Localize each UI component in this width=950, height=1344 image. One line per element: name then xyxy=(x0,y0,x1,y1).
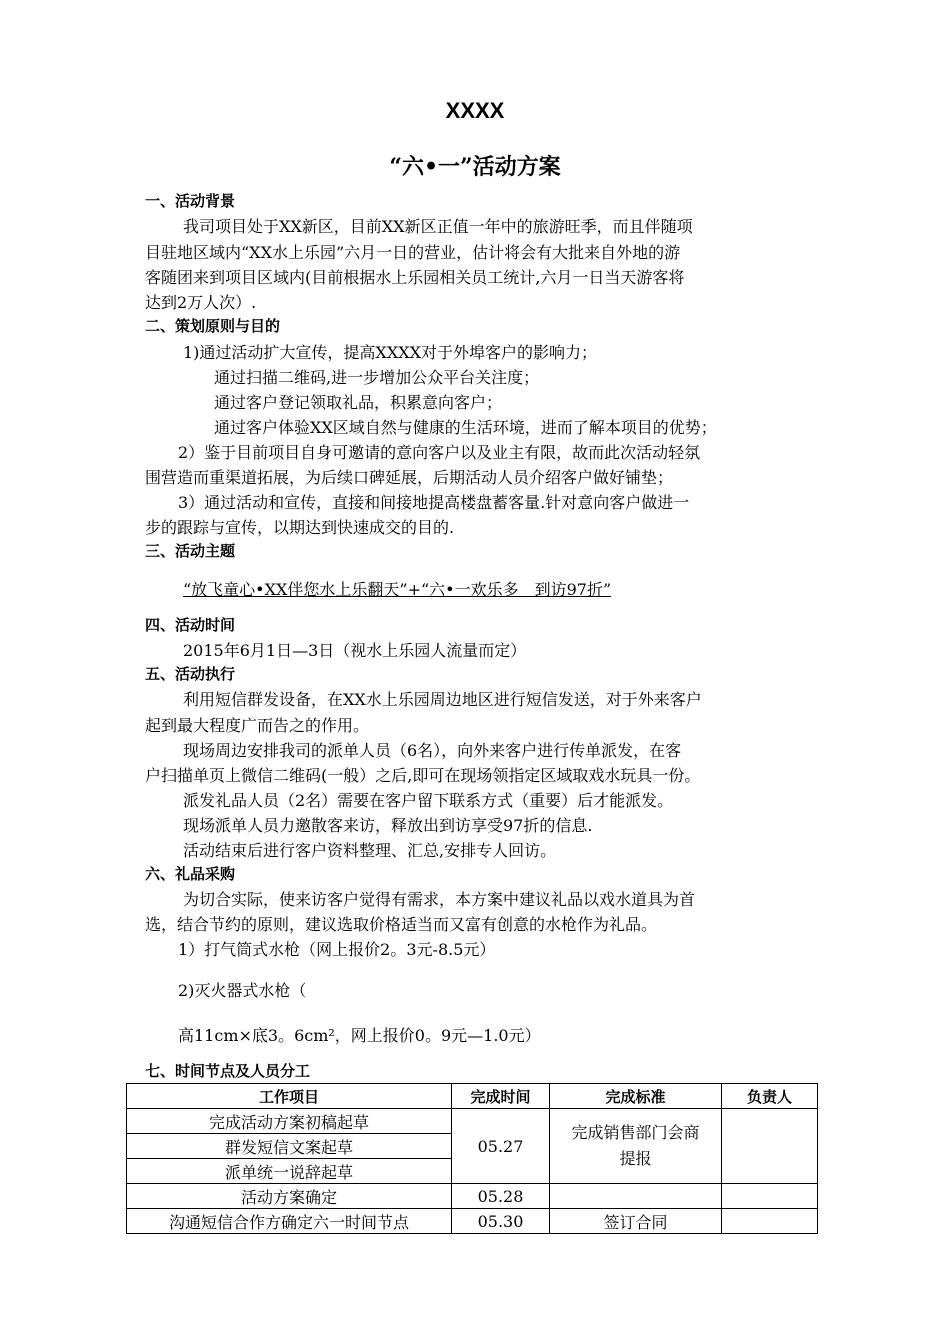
table-cell xyxy=(550,1184,722,1209)
table-cell: 群发短信文案起草 xyxy=(127,1134,452,1159)
table-cell: 签订合同 xyxy=(550,1209,722,1234)
table-cell: 活动方案确定 xyxy=(127,1184,452,1209)
column-header: 完成时间 xyxy=(452,1084,550,1109)
paragraph-line: 通过客户体验XX区域自然与健康的生活环境，进而了解本项目的优势； xyxy=(214,418,717,437)
section-heading: 七、时间节点及人员分工 xyxy=(145,1062,311,1080)
paragraph-line: 为切合实际，使来访客户觉得有需求，本方案中建议礼品以戏水道具为首 xyxy=(183,890,696,909)
table-cell xyxy=(722,1109,818,1184)
paragraph-line: 活动结束后进行客户资料整理、汇总,安排专人回访。 xyxy=(183,841,557,860)
section-heading: 四、活动时间 xyxy=(145,616,236,634)
table-cell: 完成活动方案初稿起草 xyxy=(127,1109,452,1134)
activity-theme: “放飞童心•XX伴您水上乐翻天”+“六•一欢乐多 到访97折” xyxy=(183,580,612,599)
paragraph-line: 1）打气筒式水枪（网上报价2。3元-8.5元） xyxy=(178,940,496,959)
paragraph-line: 起到最大程度广而告之的作用。 xyxy=(145,716,370,735)
paragraph-line: 步的跟踪与宣传，以期达到快速成交的目的. xyxy=(145,518,455,537)
table-cell: 05.28 xyxy=(452,1184,550,1209)
table-cell: 05.30 xyxy=(452,1209,550,1234)
doc-subtitle: “六•一”活动方案 xyxy=(389,154,561,180)
paragraph-line: 派发礼品人员（2名）需要在客户留下联系方式（重要）后才能派发。 xyxy=(183,791,674,810)
column-header: 完成标准 xyxy=(550,1084,722,1109)
table-cell: 沟通短信合作方确定六一时间节点 xyxy=(127,1209,452,1234)
paragraph-line: 通过客户登记领取礼品，积累意向客户； xyxy=(214,393,503,412)
section-heading: 二、策划原则与目的 xyxy=(145,317,281,335)
paragraph-line: 客随团来到项目区域内(目前根据水上乐园相关员工统计,六月一日当天游客将 xyxy=(145,268,685,287)
paragraph-line: 达到2万人次）. xyxy=(145,293,257,312)
table-cell xyxy=(550,1109,722,1184)
column-header: 负责人 xyxy=(722,1084,818,1109)
doc-title: XXXX xyxy=(445,98,505,123)
paragraph-line: 利用短信群发设备，在XX水上乐园周边地区进行短信发送，对于外来客户 xyxy=(183,690,702,709)
table-header-row xyxy=(127,1084,818,1109)
paragraph-line: 现场派单人员力邀散客来访，释放出到访享受97折的信息. xyxy=(183,816,593,835)
paragraph-line: 2)灭火器式水枪（ xyxy=(178,981,307,1000)
table-cell xyxy=(722,1209,818,1234)
paragraph-line: 目驻地区域内“XX水上乐园”六月一日的营业，估计将会有大批来自外地的游 xyxy=(145,243,681,262)
column-header: 工作项目 xyxy=(127,1084,452,1109)
paragraph-line: 户扫描单页上微信二维码(一般）之后,即可在现场领指定区域取戏水玩具一份。 xyxy=(145,766,701,785)
table-cell: 派单统一说辞起草 xyxy=(127,1159,452,1184)
section-heading: 六、礼品采购 xyxy=(145,865,236,883)
paragraph-line: 我司项目处于XX新区，目前XX新区正值一年中的旅游旺季，而且伴随项 xyxy=(183,217,693,236)
table-row xyxy=(127,1184,818,1209)
paragraph-line: 1)通过活动扩大宣传，提高XXXX对于外埠客户的影响力； xyxy=(183,343,597,362)
paragraph-line: 通过扫描二维码,进一步增加公众平台关注度； xyxy=(214,368,540,387)
section-heading: 五、活动执行 xyxy=(145,665,236,683)
cell-text-line: 提报 xyxy=(619,1149,652,1168)
paragraph-line: 2015年6月1日—3日（视水上乐园人流量而定） xyxy=(183,641,527,660)
table-row xyxy=(127,1109,818,1134)
paragraph-line: 2）鉴于目前项目自身可邀请的意向客户以及业主有限，故而此次活动轻氛 xyxy=(178,443,701,462)
section-heading: 三、活动主题 xyxy=(145,542,236,560)
paragraph-line: 围营造而重渠道拓展，为后续口碑延展，后期活动人员介绍客户做好铺垫； xyxy=(145,468,674,487)
paragraph-line: 3）通过活动和宣传，直接和间接地提高楼盘蓄客量.针对意向客户做进一 xyxy=(178,493,690,512)
paragraph-line: 现场周边安排我司的派单人员（6名），向外来客户进行传单派发，在客 xyxy=(183,741,682,760)
table-cell: 05.27 xyxy=(452,1109,550,1184)
section-heading: 一、活动背景 xyxy=(145,192,236,210)
table-cell xyxy=(722,1184,818,1209)
paragraph-line: 选，结合节约的原则，建议选取价格适当而又富有创意的水枪作为礼品。 xyxy=(145,915,658,934)
cell-text-line: 完成销售部门会商 xyxy=(571,1123,700,1142)
paragraph-line: 高11cm×底3。6cm²，网上报价0。9元—1.0元） xyxy=(178,1026,541,1045)
schedule-table xyxy=(126,1083,818,1234)
table-row xyxy=(127,1209,818,1234)
